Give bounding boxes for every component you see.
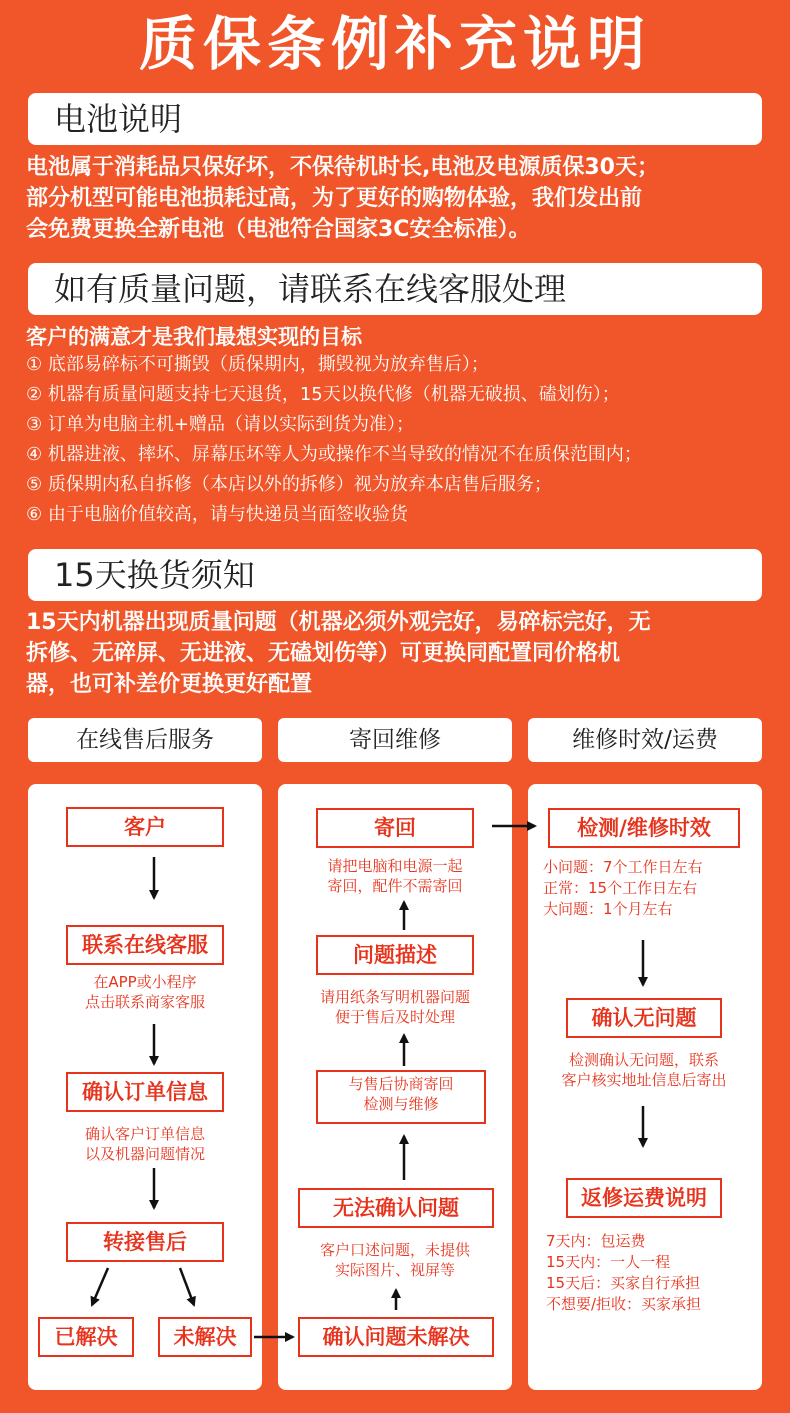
step-no-problem: 确认无问题 (566, 998, 722, 1038)
step-cannot-confirm: 无法确认问题 (298, 1188, 494, 1228)
list-item: ② 机器有质量问题支持七天退货，15天以换代修（机器无破损、磕划伤）； (26, 384, 620, 405)
note-line: 寄回，配件不需寄回 (327, 877, 463, 895)
note-line: 请把电脑和电源一起 (327, 857, 463, 875)
exchange-line: 拆修、无碎屏、无进液、无磕划伤等）可更换同配置同价格机 (26, 641, 621, 666)
battery-line: 会免费更换全新电池（电池符合国家3C安全标准）。 (26, 217, 531, 242)
step-contact-service: 联系在线客服 (66, 925, 224, 965)
step-shipping: 返修运费说明 (566, 1178, 722, 1218)
note-line: 点击联系商家客服 (84, 993, 205, 1011)
step-resolved: 已解决 (38, 1317, 134, 1357)
list-item: ⑤ 质保期内私自拆修（本店以外的拆修）视为放弃本店售后服务； (26, 474, 552, 495)
step-describe: 问题描述 (316, 935, 474, 975)
page-title: 质保条例补充说明 (138, 10, 651, 78)
quality-heading: 如有质量问题，请联系在线客服处理 (28, 263, 762, 315)
note-line: 以及机器问题情况 (84, 1145, 205, 1163)
list-item: ⑥ 由于电脑价值较高，请与快递员当面签收验货 (26, 504, 408, 525)
note-line: 客户核实地址信息后寄出 (561, 1071, 727, 1089)
column-header-timing: 维修时效/运费 (528, 718, 762, 762)
battery-line: 电池属于消耗品只保好坏，不保待机时长,电池及电源质保30天； (26, 155, 659, 180)
step-send-back: 寄回 (316, 808, 474, 848)
step-customer: 客户 (66, 807, 224, 847)
note-line: 正常：15个工作日左右 (543, 879, 698, 897)
note-line: 不想要/拒收：买家承担 (546, 1295, 702, 1313)
exchange-line: 器，也可补差价更换更好配置 (26, 672, 313, 697)
exchange-heading: 15天换货须知 (28, 549, 762, 601)
note-line: 便于售后及时处理 (334, 1008, 455, 1026)
arrow-diagonal (180, 1268, 194, 1305)
step-unresolved: 未解决 (158, 1317, 252, 1357)
note-line: 7天内：包运费 (546, 1232, 646, 1250)
note-line: 确认客户订单信息 (84, 1125, 205, 1143)
step-confirm-order: 确认订单信息 (66, 1072, 224, 1112)
column-header-online: 在线售后服务 (28, 718, 262, 762)
note-line: 检测确认无问题，联系 (568, 1051, 719, 1069)
note-line: 15天后：买家自行承担 (546, 1274, 701, 1292)
note-line: 与售后协商寄回 (348, 1075, 454, 1093)
step-confirm-unresolved: 确认问题未解决 (298, 1317, 494, 1357)
battery-heading: 电池说明 (28, 93, 762, 145)
list-item: ④ 机器进液、摔坏、屏幕压坏等人为或操作不当导致的情况不在质保范围内； (26, 444, 642, 465)
note-line: 大问题：1个月左右 (543, 900, 673, 918)
quality-intro: 客户的满意才是我们最想实现的目标 (26, 325, 362, 349)
note-line: 在APP或小程序 (93, 973, 197, 991)
note-line: 实际图片、视屏等 (334, 1261, 455, 1279)
note-line: 客户口述问题，未提供 (319, 1241, 470, 1259)
note-line: 15天内：一人一程 (546, 1253, 671, 1271)
exchange-line: 15天内机器出现质量问题（机器必须外观完好，易碎标完好，无 (26, 610, 651, 635)
list-item: ① 底部易碎标不可撕毁（质保期内，撕毁视为放弃售后）； (26, 354, 489, 375)
step-transfer: 转接售后 (66, 1222, 224, 1262)
note-line: 小问题：7个工作日左右 (543, 858, 703, 876)
step-detect: 检测/维修时效 (548, 808, 740, 848)
column-header-mail: 寄回维修 (278, 718, 512, 762)
list-item: ③ 订单为电脑主机+赠品（请以实际到货为准）； (26, 414, 414, 435)
arrow-diagonal (92, 1268, 108, 1305)
battery-line: 部分机型可能电池损耗过高，为了更好的购物体验，我们发出前 (26, 186, 643, 211)
note-line: 检测与维修 (363, 1095, 439, 1113)
note-line: 请用纸条写明机器问题 (319, 988, 470, 1006)
